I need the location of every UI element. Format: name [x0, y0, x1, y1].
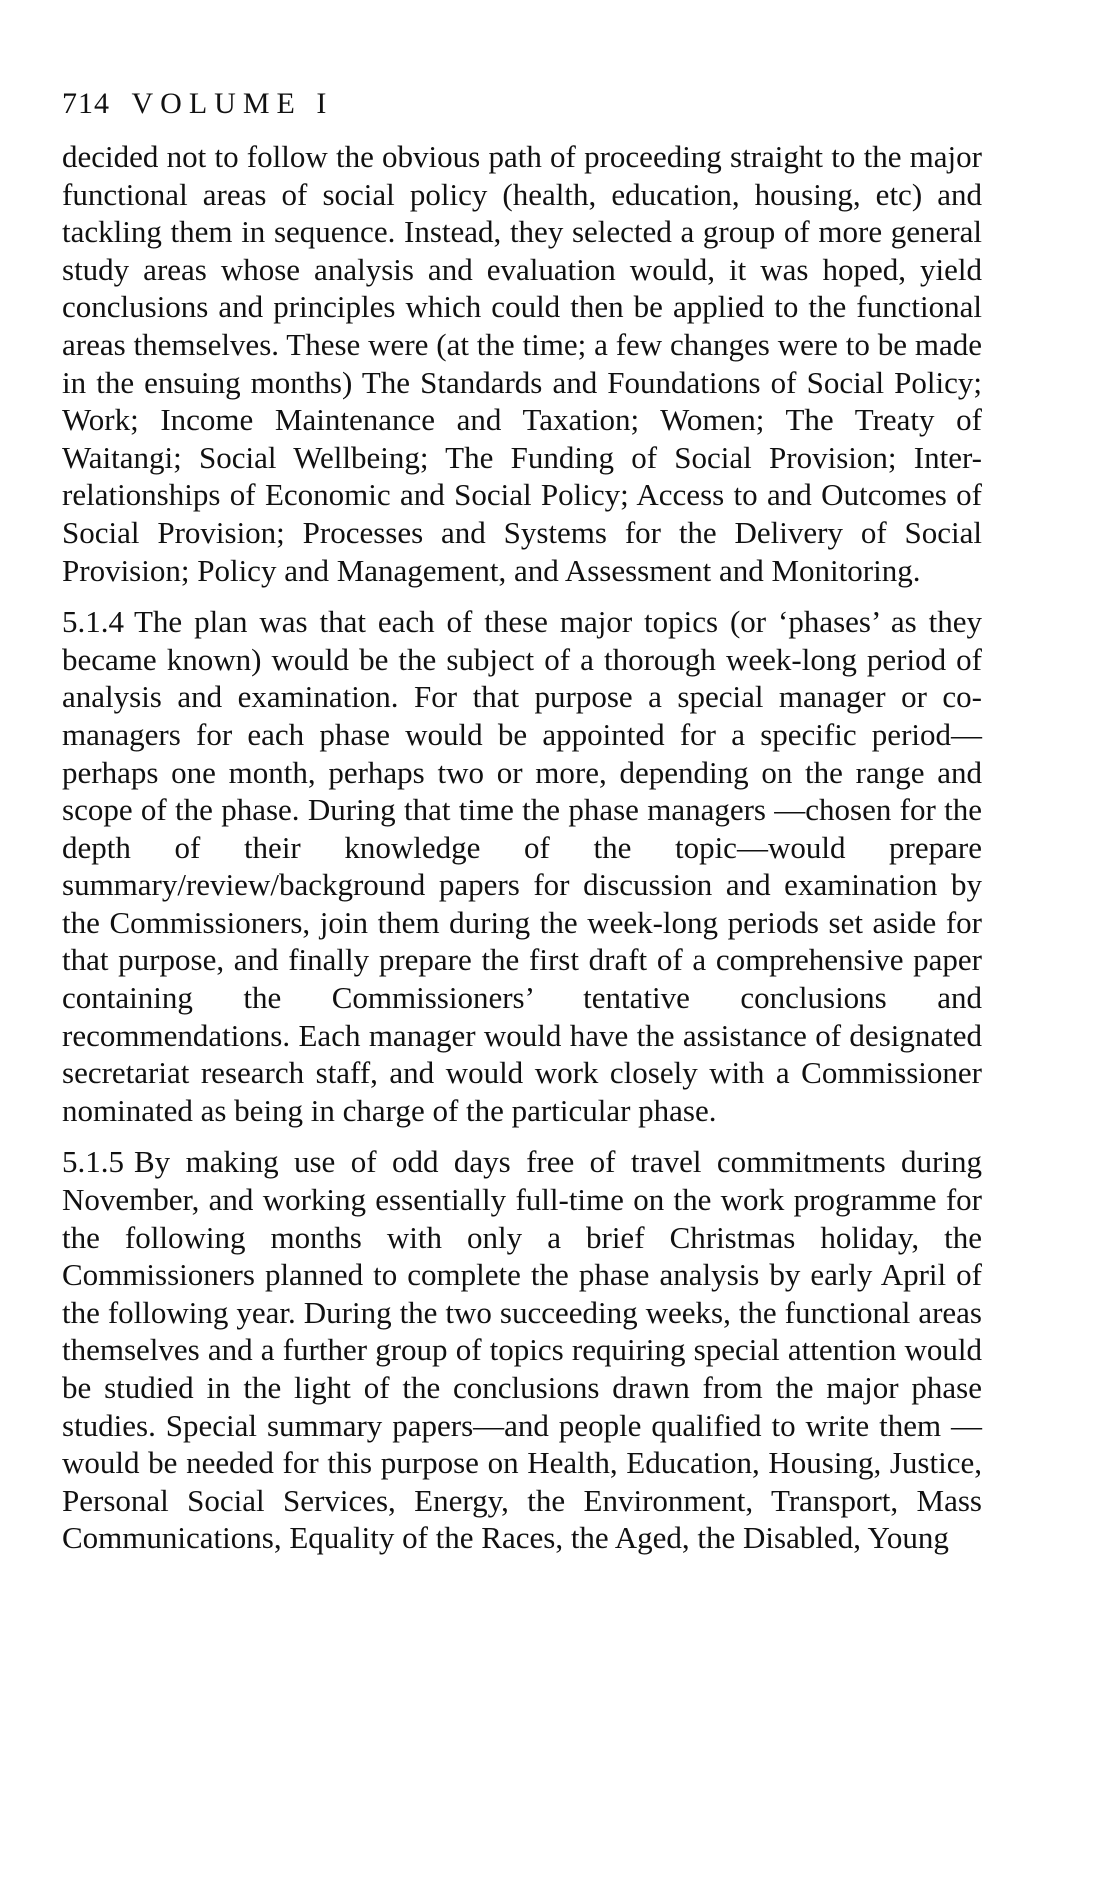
- paragraph-continued: [62, 138, 982, 589]
- paragraph-5-1-4: [62, 603, 982, 1129]
- section-number: 5.1.4: [62, 604, 124, 640]
- section-number: 5.1.5: [62, 1144, 124, 1180]
- paragraph-text: decided not to follow the obvious path of proceeding straight to the major functional areas of social policy (health, education, housing, etc) and tackling them in sequence. Instead, they selected a group of more general study areas whose analysis and evaluation would, it was hoped, yield conclusions and principles which could then be applied to the functional areas themselves. These were (at the time; a few changes were to be made in the ensuing months) The Standards and Foundations of Social Policy; Work; Income Maintenance and Taxation; Women; The Treaty of Waitangi; Social Wellbeing; The Funding of Social Provision; Inter-relationships of Economic and Social Policy; Access to and Outcomes of Social Provision; Processes and Systems for the Delivery of Social Provision; Policy and Management, and Assessment and Monitoring.: [62, 139, 982, 588]
- paragraph-text: The plan was that each of these major topics (or ‘phases’ as they became known) would be the subject of a thorough week-long period of analysis and examination. For that purpose a special manager or co-managers for each phase would be appointed for a specific period—perhaps one month, perhaps two or more, depending on the range and scope of the phase. During that time the phase managers —chosen for the depth of their knowledge of the topic—would prepare summary/review/background papers for discussion and examination by the Commissioners, join them during the week-long periods set aside for that purpose, and finally prepare the first draft of a comprehensive paper containing the Commissioners’ tentative conclusions and recommendations. Each manager would have the assistance of designated secretariat research staff, and would work closely with a Commissioner nominated as being in charge of the particular phase.: [62, 604, 982, 1128]
- book-page: [62, 84, 982, 1571]
- paragraph-text: By making use of odd days free of travel commitments during November, and working essentially full-time on the work programme for the following months with only a brief Christmas holiday, the Commissioners planned to complete the phase analysis by early April of the following year. During the two succeeding weeks, the functional areas themselves and a further group of topics requiring special attention would be studied in the light of the conclusions drawn from the major phase studies. Special summary papers—and people qualified to write them —would be needed for this purpose on Health, Education, Housing, Justice, Personal Social Services, Energy, the Environment, Transport, Mass Communications, Equality of the Races, the Aged, the Disabled, Young: [62, 1144, 982, 1556]
- paragraph-5-1-5: [62, 1143, 982, 1557]
- running-head: [62, 84, 982, 124]
- volume-label: VOLUME I: [131, 87, 334, 120]
- page-number: 714: [62, 87, 110, 120]
